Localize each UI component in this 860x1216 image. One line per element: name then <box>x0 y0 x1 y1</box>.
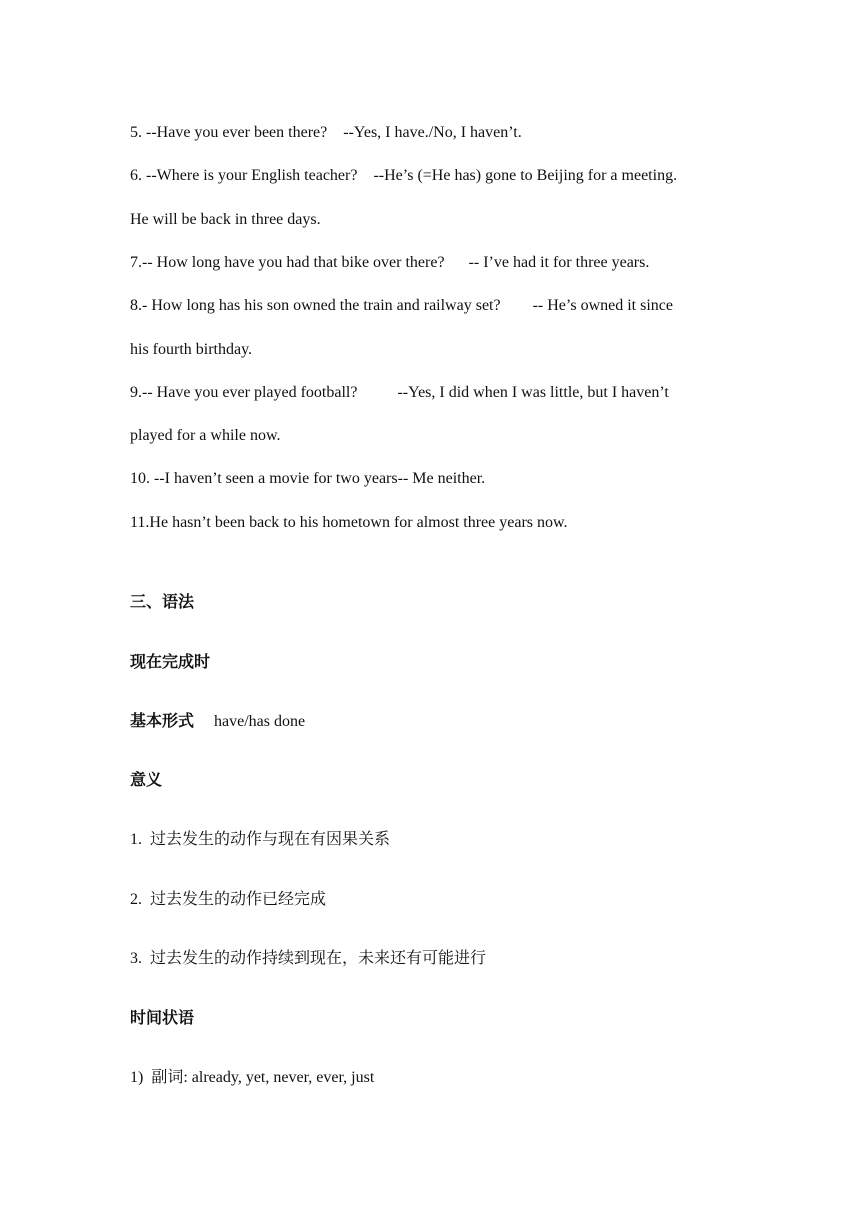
dialogue-line-6-continued: He will be back in three days. <box>130 211 321 228</box>
dialogue-line-7: 7.-- How long have you had that bike over there? -- I’ve had it for three years. <box>130 254 650 271</box>
dialogue-line-10: 10. --I haven’t seen a movie for two years-- Me neither. <box>130 470 486 487</box>
dialogue-line-8-continued: his fourth birthday. <box>130 341 253 358</box>
dialogue-line-8: 8.- How long has his son owned the train and railway set? -- He’s owned it since <box>130 297 673 314</box>
dialogue-line-6: 6. --Where is your English teacher? --He’s (=He has) gone to Beijing for a meeting. <box>130 167 678 184</box>
meaning-item: 3. 过去发生的动作持续到现在，未来还有可能进行 <box>130 950 487 967</box>
dialogue-line-5: 5. --Have you ever been there? --Yes, I have./No, I haven’t. <box>130 124 522 141</box>
time-adverbials-label: 时间状语 <box>130 1010 195 1027</box>
meaning-item: 2. 过去发生的动作已经完成 <box>130 891 327 908</box>
grammar-topic: 现在完成时 <box>130 654 211 671</box>
time-adverbial-item: 1) 副词: already, yet, never, ever, just <box>130 1069 375 1086</box>
meaning-label: 意义 <box>130 772 163 789</box>
dialogue-line-9-continued: played for a while now. <box>130 427 281 444</box>
section-title: 三、语法 <box>130 594 195 611</box>
meaning-item: 1. 过去发生的动作与现在有因果关系 <box>130 831 391 848</box>
dialogue-line-9: 9.-- Have you ever played football? --Yes, I did when I was little, but I haven’t <box>130 384 669 401</box>
dialogue-line-11: 11.He hasn’t been back to his hometown for almost three years now. <box>130 514 568 531</box>
basic-form-row <box>130 712 305 732</box>
basic-form-label: 基本形式 <box>130 713 195 730</box>
basic-form-value: have/has done <box>214 713 306 730</box>
